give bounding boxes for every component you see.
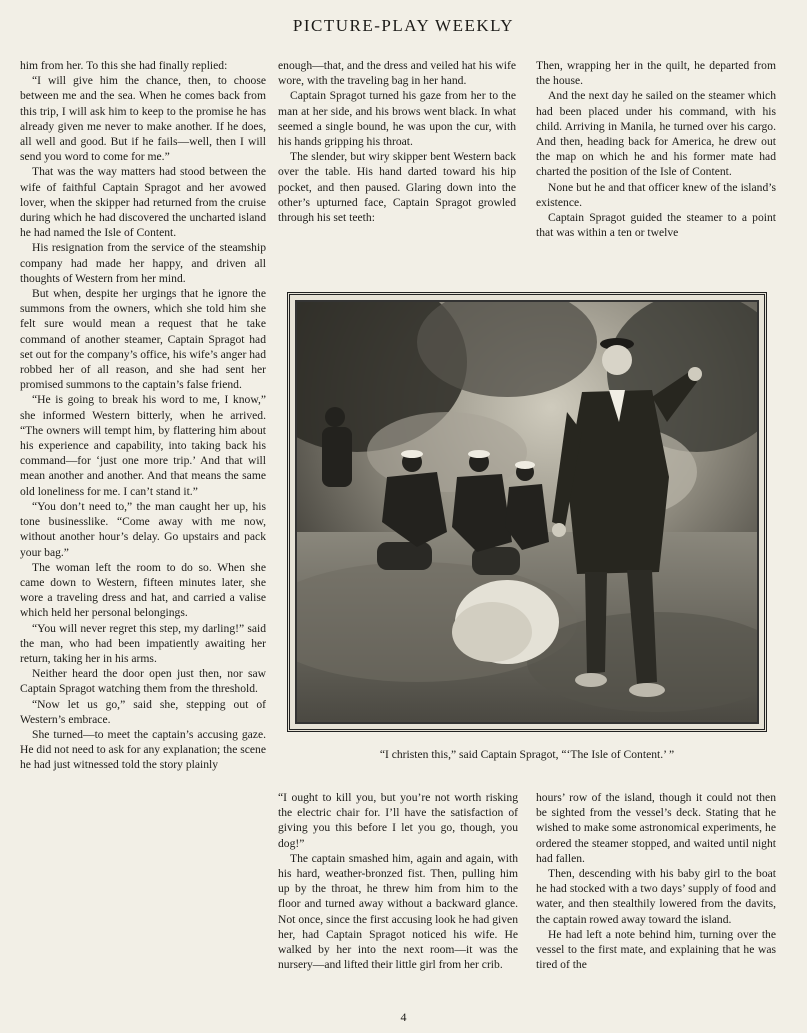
paragraph: Neither heard the door open just then, nor saw Captain Spragot watching them from the threshold.: [20, 667, 266, 696]
photo-caption: “I christen this,” said Captain Spragot, “‘The Isle of Content.’ ”: [379, 748, 675, 761]
text-column-5: [536, 790, 776, 1008]
paragraph: “He is going to break his word to me, I know,” she informed Western bitterly, when he arrived. “The owners will tempt him, by flattering him about his experience and capability, into taking back his command—for ‘just one more trip.’ And that will mean another and another. And that means the same old loneliness for me. I can’t stand it.”: [20, 393, 266, 498]
paragraph: Captain Spragot turned his gaze from her to the man at her side, and his brows went black. In what seemed a single bound, he was upon the cur, with his hands gripping his throat.: [278, 89, 516, 149]
paragraph: “I ought to kill you, but you’re not worth risking the electric chair for. I’ll have the satisfaction of giving you this before I let you go, though, you dog!”: [278, 791, 518, 850]
paragraph: But when, despite her urgings that he ignore the summons from the owners, which she told him she felt sure would mean a request that he take command of another steamer, Captain Spragot had set out for the company’s office, his wife’s anger had robbed her of all reason, and she had sent her promised summons to the captain’s false friend.: [20, 287, 266, 392]
paragraph: Captain Spragot guided the steamer to a point that was within a ten or twelve: [536, 211, 776, 240]
photo-frame: [287, 292, 767, 732]
paragraph: That was the way matters had stood between the wife of faithful Captain Spragot and her avowed lover, when the skipper had returned from the cruise during which he had discovered the uncharted island he had named the Isle of Content.: [20, 165, 266, 240]
paragraph: She turned—to meet the captain’s accusing gaze. He did not need to ask for any explanation; the scene he had just witnessed told the story plainly: [20, 727, 266, 772]
paragraph: “You will never regret this step, my darling!” said the man, who had been impatiently awaiting her return, taking her in his arms.: [20, 621, 266, 665]
paragraph: He had left a note behind him, turning over the vessel to the first mate, and explaining that he was tired of the: [536, 927, 776, 972]
paragraph: None but he and that officer knew of the island’s existence.: [536, 180, 776, 209]
paragraph: His resignation from the service of the steamship company had made her happy, and driven all thoughts of Western from her mind.: [20, 241, 266, 285]
paragraph: Then, wrapping her in the quilt, he departed from the house.: [536, 59, 776, 88]
paragraph: “Now let us go,” said she, stepping out of Western’s embrace.: [20, 697, 266, 726]
text-column-4: [278, 790, 518, 1008]
paragraph: The slender, but wiry skipper bent Western back over the table. His hand darted toward his hip pocket, and then paused. Glaring down into the other’s upturned face, Captain Spragot growled through his set teeth:: [278, 150, 516, 225]
text-column-3: [536, 58, 776, 280]
paragraph: him from her. To this she had finally replied:: [20, 59, 228, 72]
paragraph: “You don’t need to,” the man caught her up, his tone businesslike. “Come away with me now, without another hour’s delay. Go upstairs and pack your bag.”: [20, 499, 266, 559]
magazine-header: PICTURE-PLAY WEEKLY: [292, 16, 515, 35]
paragraph: Then, descending with his baby girl to the boat he had stocked with a two days’ supply of food and water, and then stealthily lowered from the davits, the captain rowed away toward the island.: [536, 867, 776, 926]
paragraph: And the next day he sailed on the steamer which had been placed under his command, with his child. Arriving in Manila, he turned over his cargo. And then, heading back for America, he drew out the map on which he and his former mate had charted the position of the Isle of Content.: [536, 89, 776, 179]
film-still-photo: [295, 300, 759, 724]
text-column-2: [278, 58, 516, 280]
paragraph: “I will give him the chance, then, to choose between me and the sea. When he comes back from this trip, I will ask him to keep to the promise he has already given me never to make another. If he does, all well and good. But if he fails—well, then I will send you word to come for me.”: [20, 74, 266, 164]
paragraph: hours’ row of the island, though it could not then be sighted from the vessel’s deck. Stating that he wished to make some astronomical experiments, he ordered the steamer stopped, and waited until night had fallen.: [536, 791, 776, 865]
paragraph: The captain smashed him, again and again, with his hard, weather-bronzed fist. Then, pulling him up by the throat, he threw him from him to the floor and turned away without a backward glance. Not once, since the first accusing look he had given her, had Captain Spragot noticed his wife. He walked by her into the next room—it was the nursery—and lifted their little girl from her crib.: [278, 851, 518, 972]
paragraph: enough—that, and the dress and veiled hat his wife wore, with the traveling bag in her hand.: [278, 59, 516, 88]
page-number: 4: [400, 1010, 407, 1024]
text-column-1: [20, 58, 266, 1008]
paragraph: The woman left the room to do so. When she came down to Western, fifteen minutes later, she wore a traveling dress and hat, and carried a valise which held her personal belongings.: [20, 560, 266, 620]
